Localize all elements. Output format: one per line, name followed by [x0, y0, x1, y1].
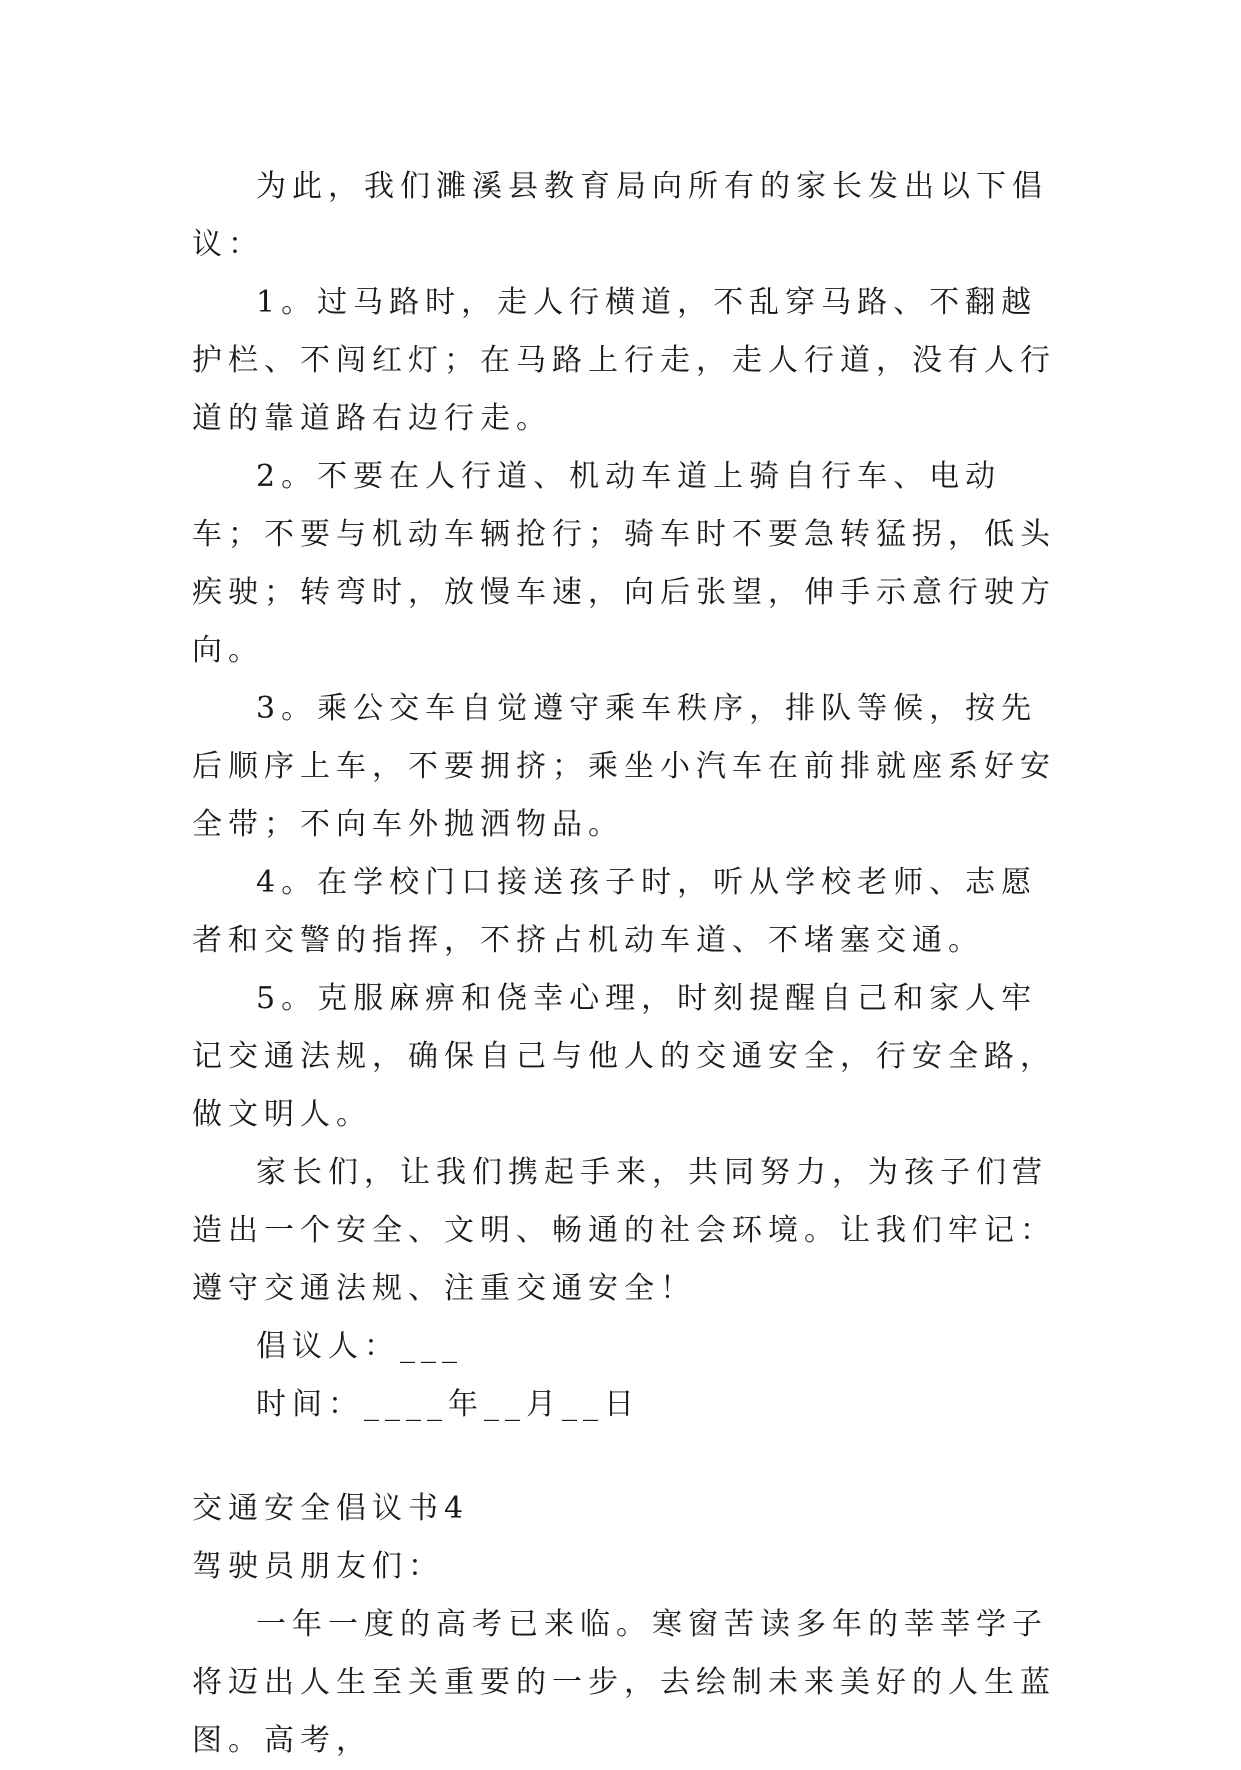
paragraph-intro-proposal: 为此，我们濉溪县教育局向所有的家长发出以下倡议： [192, 169, 1048, 262]
paragraph-item-1: 1。过马路时，走人行横道，不乱穿马路、不翻越护栏、不闯红灯；在马路上行走，走人行道，没有人行道的靠道路右边行走。 [192, 285, 1056, 436]
paragraph-section-intro: 一年一度的高考已来临。寒窗苦读多年的莘莘学子将迈出人生至关重要的一步，去绘制未来美好的人生蓝图。高考， [192, 1607, 1056, 1758]
document-body [192, 158, 1072, 1770]
section-title: 交通安全倡议书4 [192, 1491, 470, 1526]
signature-date: 时间：____年__月__日 [256, 1387, 640, 1422]
salutation: 驾驶员朋友们： [192, 1549, 444, 1584]
paragraph-closing: 家长们，让我们携起手来，共同努力，为孩子们营造出一个安全、文明、畅通的社会环境。让我们牢记：遵守交通法规、注重交通安全！ [192, 1155, 1056, 1306]
paragraph-item-5: 5。克服麻痹和侥幸心理，时刻提醒自己和家人牢记交通法规，确保自己与他人的交通安全，行安全路，做文明人。 [192, 981, 1056, 1132]
signature-proposer: 倡议人：___ [256, 1329, 463, 1364]
paragraph-item-4: 4。在学校门口接送孩子时，听从学校老师、志愿者和交警的指挥，不挤占机动车道、不堵塞交通。 [192, 865, 1038, 958]
paragraph-item-3: 3。乘公交车自觉遵守乘车秩序，排队等候，按先后顺序上车，不要拥挤；乘坐小汽车在前排就座系好安全带；不向车外抛洒物品。 [192, 691, 1056, 842]
paragraph-item-2: 2。不要在人行道、机动车道上骑自行车、电动车；不要与机动车辆抢行；骑车时不要急转猛拐，低头疾驶；转弯时，放慢车速，向后张望，伸手示意行驶方向。 [192, 459, 1056, 668]
